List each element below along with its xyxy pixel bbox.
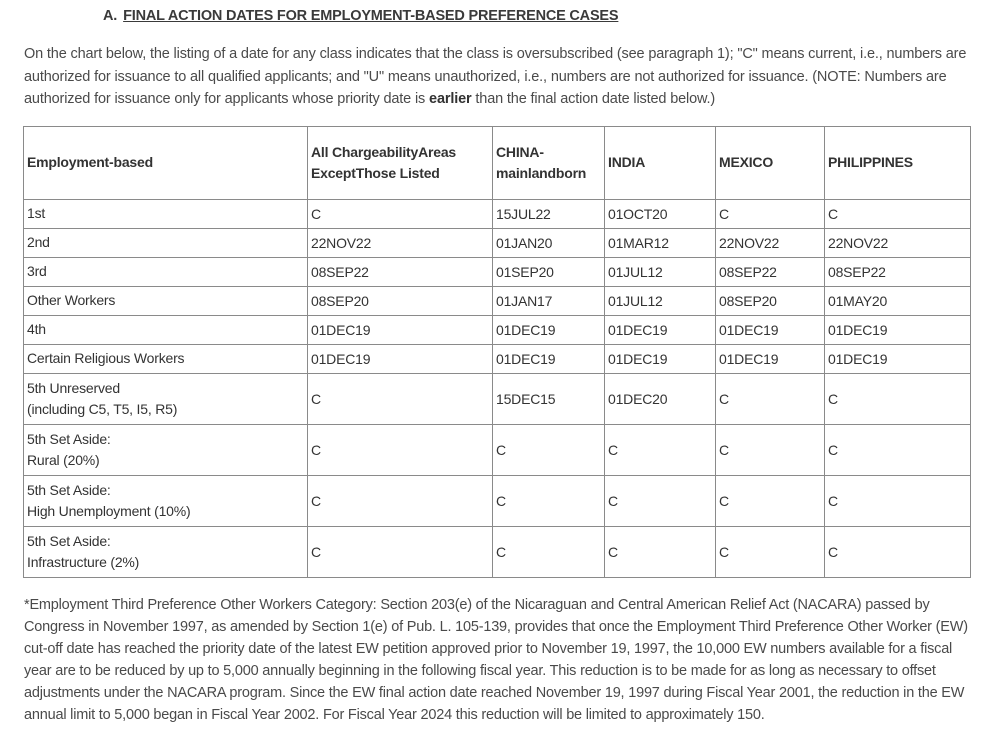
date-cell: 01DEC19 — [825, 316, 971, 345]
category-cell — [24, 374, 308, 425]
category-cell — [24, 200, 308, 229]
date-cell: C — [825, 200, 971, 229]
category-line: 5th Unreserved — [27, 379, 120, 396]
date-cell: 01JUL12 — [605, 258, 716, 287]
category-cell — [24, 527, 308, 578]
date-cell: 08SEP22 — [716, 258, 825, 287]
category-line: High Unemployment (10%) — [27, 503, 191, 519]
section-letter: A. — [103, 8, 118, 24]
table-row — [24, 476, 971, 527]
date-cell: 15DEC15 — [493, 374, 605, 425]
date-cell: C — [308, 425, 493, 476]
date-cell: C — [493, 425, 605, 476]
category-cell — [24, 425, 308, 476]
header-mexico — [716, 127, 825, 200]
header-line: INDIA — [608, 154, 646, 171]
table-row — [24, 527, 971, 578]
header-philippines — [825, 127, 971, 200]
date-cell: 01MAY20 — [825, 287, 971, 316]
category-line: 5th Set Aside: — [27, 532, 111, 549]
date-cell: C — [825, 476, 971, 527]
date-cell: 01DEC19 — [716, 345, 825, 374]
date-cell: 01OCT20 — [605, 200, 716, 229]
category-line: 5th Set Aside: — [27, 481, 111, 498]
category-cell — [24, 229, 308, 258]
date-cell: 01JAN20 — [493, 229, 605, 258]
header-line: based — [113, 154, 153, 171]
table-header-row — [24, 127, 971, 200]
date-cell: 01DEC19 — [716, 316, 825, 345]
category-line: 5th Set Aside: — [27, 430, 111, 447]
header-india — [605, 127, 716, 200]
category-cell — [24, 345, 308, 374]
header-line: Areas Except — [311, 143, 456, 181]
category-cell — [24, 316, 308, 345]
section-heading — [103, 8, 618, 24]
date-cell: 08SEP22 — [308, 258, 493, 287]
category-line: 2nd — [27, 234, 50, 251]
intro-text-end: than the final action date listed below.) — [471, 91, 716, 107]
date-cell: C — [716, 476, 825, 527]
date-cell: C — [605, 476, 716, 527]
final-action-dates-table — [23, 126, 971, 578]
table-row — [24, 258, 971, 287]
category-line: Other Workers — [27, 292, 116, 309]
table-row — [24, 229, 971, 258]
header-line: Those Listed — [355, 165, 440, 181]
header-all-chargeability — [308, 127, 493, 200]
date-cell: 22NOV22 — [716, 229, 825, 258]
date-cell: 22NOV22 — [308, 229, 493, 258]
date-cell: C — [716, 527, 825, 578]
header-line: born — [555, 165, 587, 181]
date-cell: C — [825, 374, 971, 425]
date-cell: 01JUL12 — [605, 287, 716, 316]
date-cell: C — [493, 476, 605, 527]
category-line: Infrastructure (2%) — [27, 554, 140, 570]
category-line: 4th — [27, 321, 46, 338]
header-line: PHILIPPINES — [828, 154, 913, 171]
category-line: 1st — [27, 205, 46, 222]
date-cell: 01DEC19 — [308, 345, 493, 374]
table-row — [24, 200, 971, 229]
intro-bold-word: earlier — [429, 91, 472, 107]
category-line: 3rd — [27, 263, 47, 280]
date-cell: C — [605, 425, 716, 476]
footnote-paragraph: *Employment Third Preference Other Workers Category: Section 203(e) of the Nicaraguan and Central American Relief Act (NACARA) passed by Congress in November 1997, as amended by Section 1(e) of Pub. L. 105-139, provides that once the Employment Third Preference Other Worker (EW) cut-off date has reached the priority date of the latest EW petition approved prior to November 19, 1997, the 10,000 EW numbers available for a fiscal year are to be reduced by up to 5,000 annually beginning in the following fiscal year. This reduction is to be made for as long as necessary to offset adjustments under the NACARA program. Since the EW final action date reached November 19, 1997 during Fiscal Year 2001, the reduction in the EW annual limit to 5,000 began in Fiscal Year 2002. For Fiscal Year 2024 this reduction will be limited to approximately 150. — [24, 597, 968, 723]
header-line: Employment- — [27, 154, 114, 171]
table-row — [24, 287, 971, 316]
date-cell: 01DEC19 — [493, 345, 605, 374]
date-cell: 08SEP20 — [716, 287, 825, 316]
date-cell: 01JAN17 — [493, 287, 605, 316]
header-line: MEXICO — [719, 154, 774, 171]
date-cell: C — [716, 374, 825, 425]
table-row — [24, 374, 971, 425]
date-cell: C — [825, 425, 971, 476]
table-row — [24, 345, 971, 374]
category-cell — [24, 258, 308, 287]
date-cell: C — [716, 200, 825, 229]
table-row — [24, 316, 971, 345]
header-employment-based — [24, 127, 308, 200]
date-cell: 01SEP20 — [493, 258, 605, 287]
date-cell: 01DEC19 — [493, 316, 605, 345]
section-title: FINAL ACTION DATES FOR EMPLOYMENT-BASED PREFERENCE CASES — [123, 8, 619, 24]
category-line: Rural (20%) — [27, 452, 100, 468]
date-cell: 01DEC19 — [605, 316, 716, 345]
date-cell: 22NOV22 — [825, 229, 971, 258]
header-line: mainland — [496, 165, 556, 181]
category-line: Certain Religious Workers — [27, 350, 185, 367]
table-row — [24, 425, 971, 476]
date-cell: C — [716, 425, 825, 476]
category-cell — [24, 476, 308, 527]
date-cell: 01DEC19 — [308, 316, 493, 345]
date-cell: C — [493, 527, 605, 578]
date-cell: C — [825, 527, 971, 578]
intro-paragraph — [24, 43, 970, 111]
date-cell: C — [605, 527, 716, 578]
date-cell: C — [308, 527, 493, 578]
category-line: (including C5, T5, I5, R5) — [27, 401, 178, 417]
date-cell: 01MAR12 — [605, 229, 716, 258]
date-cell: 08SEP22 — [825, 258, 971, 287]
date-cell: C — [308, 374, 493, 425]
date-cell: C — [308, 200, 493, 229]
date-cell: 01DEC19 — [605, 345, 716, 374]
date-cell: 01DEC20 — [605, 374, 716, 425]
date-cell: 15JUL22 — [493, 200, 605, 229]
date-cell: C — [308, 476, 493, 527]
intro-text: On the chart below, the listing of a date for any class indicates that the class is oversubscribed (see paragraph 1); "C" means current, i.e., numbers are authorized for issuance to all qualified applicants; and "U" means unauthorized, i.e., numbers are not authorized for issuance. (NOTE: Numbers are authorized for issuance only for applicants whose priority date is — [24, 46, 967, 107]
header-line: All Chargeability — [311, 143, 419, 160]
header-line: CHINA- — [496, 143, 544, 160]
date-cell: 08SEP20 — [308, 287, 493, 316]
date-cell: 01DEC19 — [825, 345, 971, 374]
category-cell — [24, 287, 308, 316]
header-china — [493, 127, 605, 200]
